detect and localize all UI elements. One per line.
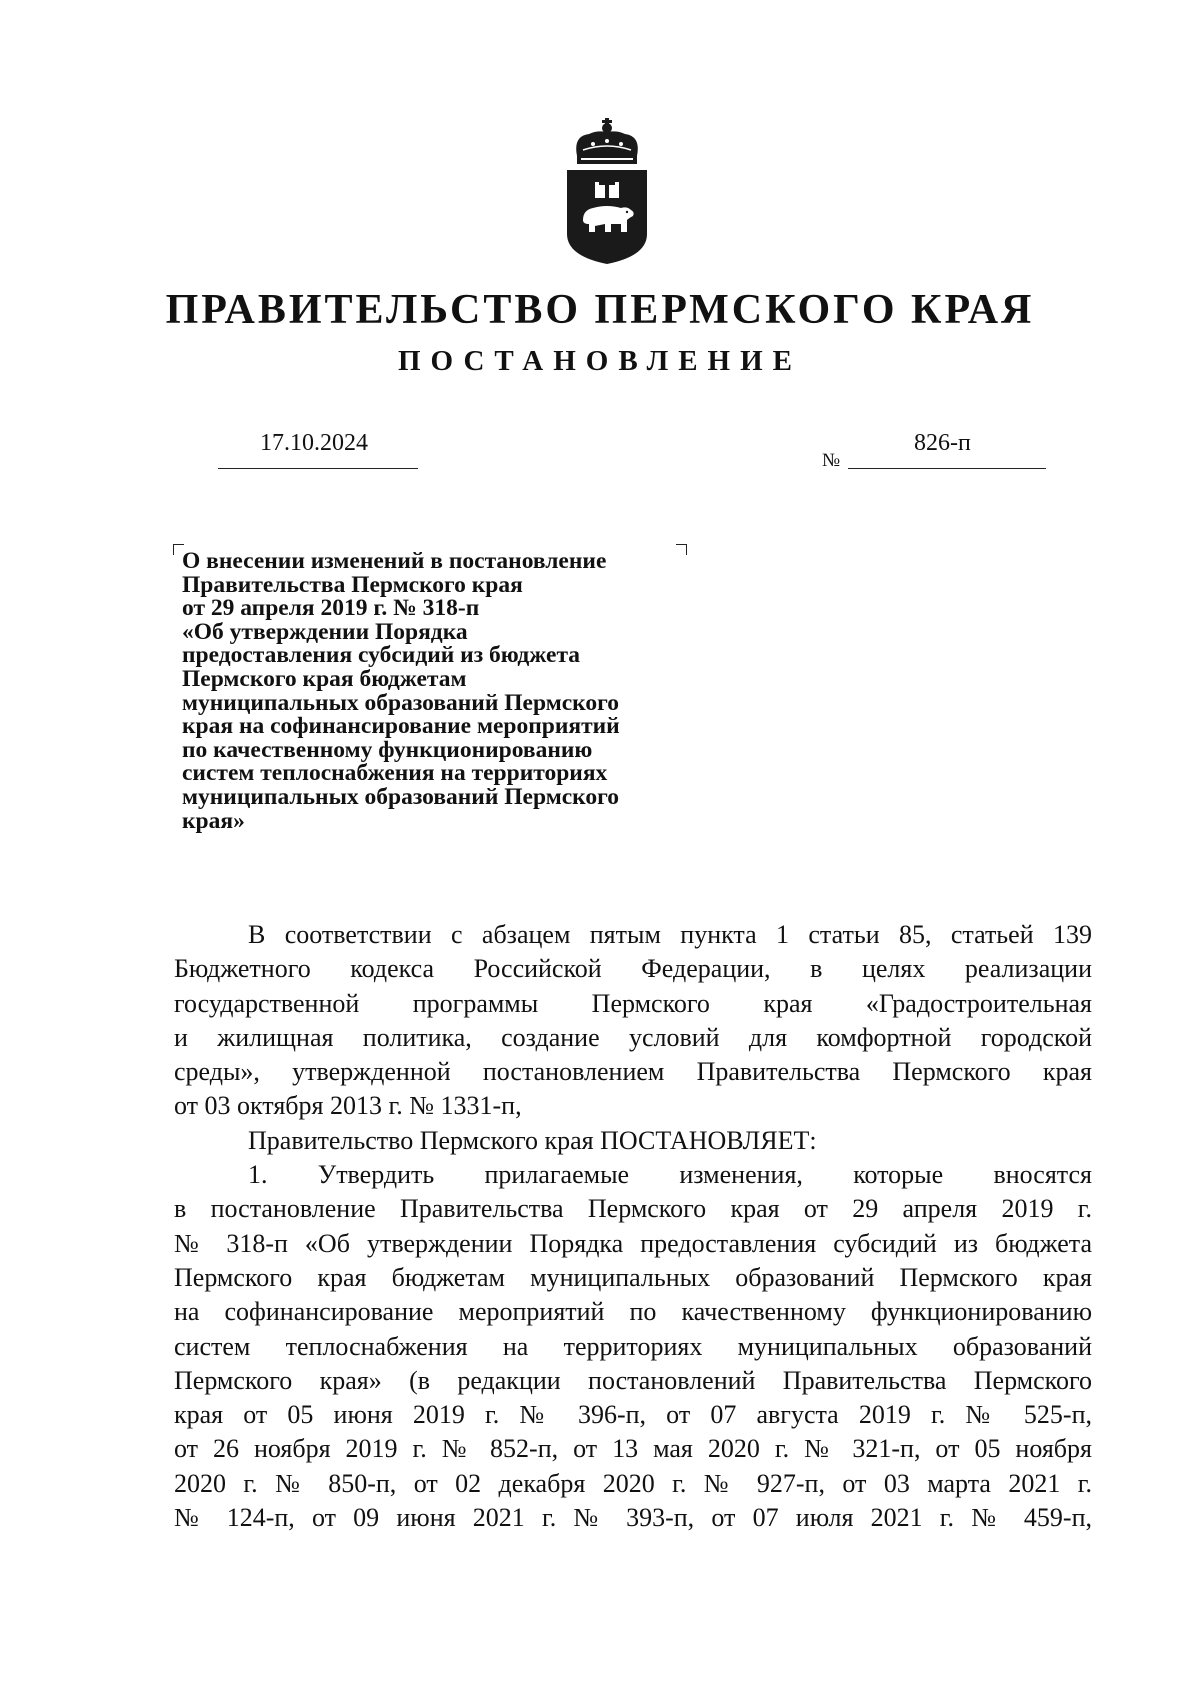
document-type: ПОСТАНОВЛЕНИЕ	[397, 345, 802, 377]
body-line: № 318-п «Об утверждении Порядка предоставления субсидий из бюджета	[174, 1228, 1092, 1258]
body-line: государственной программы Пермского края «Градостроительная	[174, 988, 1092, 1018]
body-line: 1. Утвердить прилагаемые изменения, которые вносятся	[248, 1160, 1092, 1190]
government-title: ПРАВИТЕЛЬСТВО ПЕРМСКОГО КРАЯ	[165, 287, 1035, 333]
subject-line: систем теплоснабжения на территориях	[182, 760, 608, 787]
document-date: 17.10.2024	[260, 430, 368, 456]
body-line: от 03 октября 2013 г. № 1331-п,	[174, 1091, 522, 1121]
document-number: 826-п	[914, 430, 971, 456]
document-subject	[182, 550, 742, 833]
body-line: Правительство Пермского края ПОСТАНОВЛЯЕТ:	[248, 1125, 817, 1155]
body-line: от 26 ноября 2019 г. № 852-п, от 13 мая 2020 г. № 321-п, от 05 ноября	[174, 1434, 1092, 1464]
date-field	[218, 430, 418, 470]
document-body	[174, 918, 1092, 1535]
subject-line: Пермского края бюджетам	[182, 665, 467, 692]
subject-line: Правительства Пермского края	[182, 571, 523, 598]
subject-line: края на софинансирование мероприятий	[182, 713, 620, 740]
body-line: в постановление Правительства Пермского края от 29 апреля 2019 г.	[174, 1194, 1092, 1224]
number-underline	[848, 468, 1046, 469]
number-sign: №	[822, 450, 841, 471]
body-line: на софинансирование мероприятий по качественному функционированию	[174, 1297, 1092, 1327]
body-line: 2020 г. № 850-п, от 02 декабря 2020 г. № 927-п, от 03 марта 2021 г.	[174, 1468, 1092, 1498]
subject-line: предоставления субсидий из бюджета	[182, 642, 581, 669]
coat-of-arms-icon	[563, 116, 651, 266]
subject-line: О внесении изменений в постановление	[182, 548, 607, 574]
body-line: Бюджетного кодекса Российской Федерации, в целях реализации	[174, 954, 1092, 984]
body-line: систем теплоснабжения на территориях муниципальных образований	[174, 1331, 1092, 1361]
body-line: Пермского края» (в редакции постановлений Правительства Пермского	[174, 1365, 1092, 1395]
subject-line: муниципальных образований Пермского	[182, 689, 619, 716]
body-line: № 124-п, от 09 июня 2021 г. № 393-п, от 07 июля 2021 г. № 459-п,	[174, 1503, 1092, 1533]
subject-line: муниципальных образований Пермского	[182, 783, 619, 810]
body-line: среды», утвержденной постановлением Правительства Пермского края	[174, 1057, 1092, 1087]
subject-line: по качественному функционированию	[182, 736, 593, 763]
body-line: края от 05 июня 2019 г. № 396-п, от 07 августа 2019 г. № 525-п,	[174, 1400, 1092, 1430]
body-line: Пермского края бюджетам муниципальных образований Пермского края	[174, 1262, 1092, 1292]
subject-line: края»	[182, 807, 245, 834]
body-line: и жилищная политика, создание условий для комфортной городской	[174, 1022, 1092, 1052]
number-field	[822, 430, 1046, 480]
body-line: В соответствии с абзацем пятым пункта 1 статьи 85, статьей 139	[248, 920, 1092, 949]
subject-line: «Об утверждении Порядка	[182, 618, 468, 645]
subject-line: от 29 апреля 2019 г. № 318-п	[182, 595, 480, 622]
date-underline	[218, 468, 418, 469]
